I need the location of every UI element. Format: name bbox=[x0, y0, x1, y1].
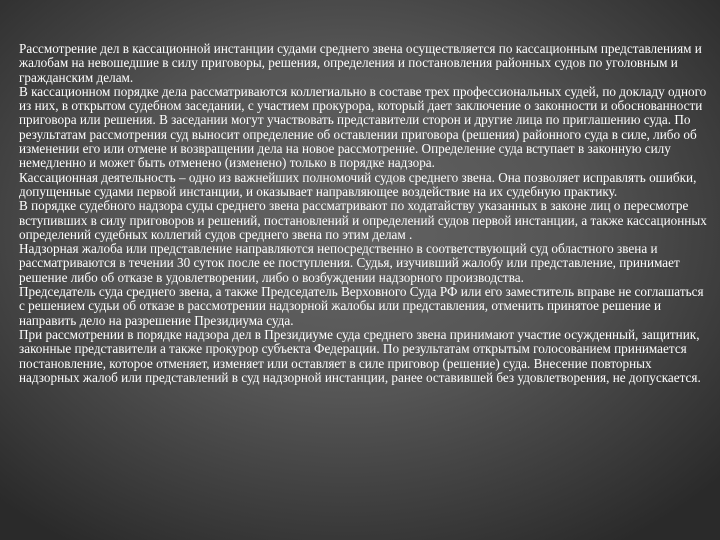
paragraph-cassation-importance: Кассационная деятельность – одно из важнейших полномочий судов среднего звена. Она позволяет исправлять ошибки, допущенные судами первой инстанции, и оказывает направляющее воздействие на их судебную практику. bbox=[19, 169, 697, 199]
slide-body-text bbox=[19, 42, 710, 385]
paragraph-cassation-intro: Рассмотрение дел в кассационной инстанции судами среднего звена осуществляется по кассационным представлениям и жалобам на невошедшие в силу приговоры, решения, определения и постановления районных судов по уголовным и гражданским делам. bbox=[19, 41, 702, 85]
paragraph-supervision-order: В порядке судебного надзора суды среднего звена рассматривают по ходатайству указанных в законе лиц о пересмотре вступивших в силу приговоров и решений, постановлений и определений судов первой инстанции, а также кассационных определений судебных коллегий судов среднего звена по этим делам . bbox=[19, 198, 707, 242]
paragraph-chairman-rights: Председатель суда среднего звена, а также Председатель Верховного Суда РФ или его заместитель вправе не соглашаться с решением судьи об отказе в рассмотрении надзорной жалобы или представления, отменить принятое решение и направить дело на разрешение Президиума суда. bbox=[19, 284, 704, 328]
paragraph-supervisory-complaint: Надзорная жалоба или представление направляются непосредственно в соответствующий суд областного звена и рассматриваются в течении 30 суток после ее поступления. Судья, изучивший жалобу или представление, принимает решение либо об отказе в удовлетворении, либо о возбуждении надзорного производства. bbox=[19, 241, 680, 285]
paragraph-presidium-review: При рассмотрении в порядке надзора дел в Президиуме суда среднего звена принимают участие осужденный, защитник, законные представители а также прокурор субъекта Федерации. По результатам открытым голосованием принимается постановление, которое отменяет, изменяет или оставляет в силе приговор (решение) суда. Внесение повторных надзорных жалоб или представлений в суд надзорной инстанции, ранее оставившей без удовлетворения, не допускается. bbox=[19, 326, 701, 385]
paragraph-cassation-procedure: В кассационном порядке дела рассматриваются коллегиально в составе трех профессиональных судей, по докладу одного из них, в открытом судебном заседании, с участием прокурора, который дает заключение о законности и обоснованности приговора или решения. В заседании могут участвовать представители сторон и другие лица по приглашению суда. По результатам рассмотрения суд выносит определение об оставлении приговора (решения) районного суда в силе, либо об изменении его или отмене и возвращении дела на новое рассмотрение. Определение суда вступает в законную силу немедленно и может быть отменено (изменено) только в порядке надзора. bbox=[19, 83, 707, 171]
